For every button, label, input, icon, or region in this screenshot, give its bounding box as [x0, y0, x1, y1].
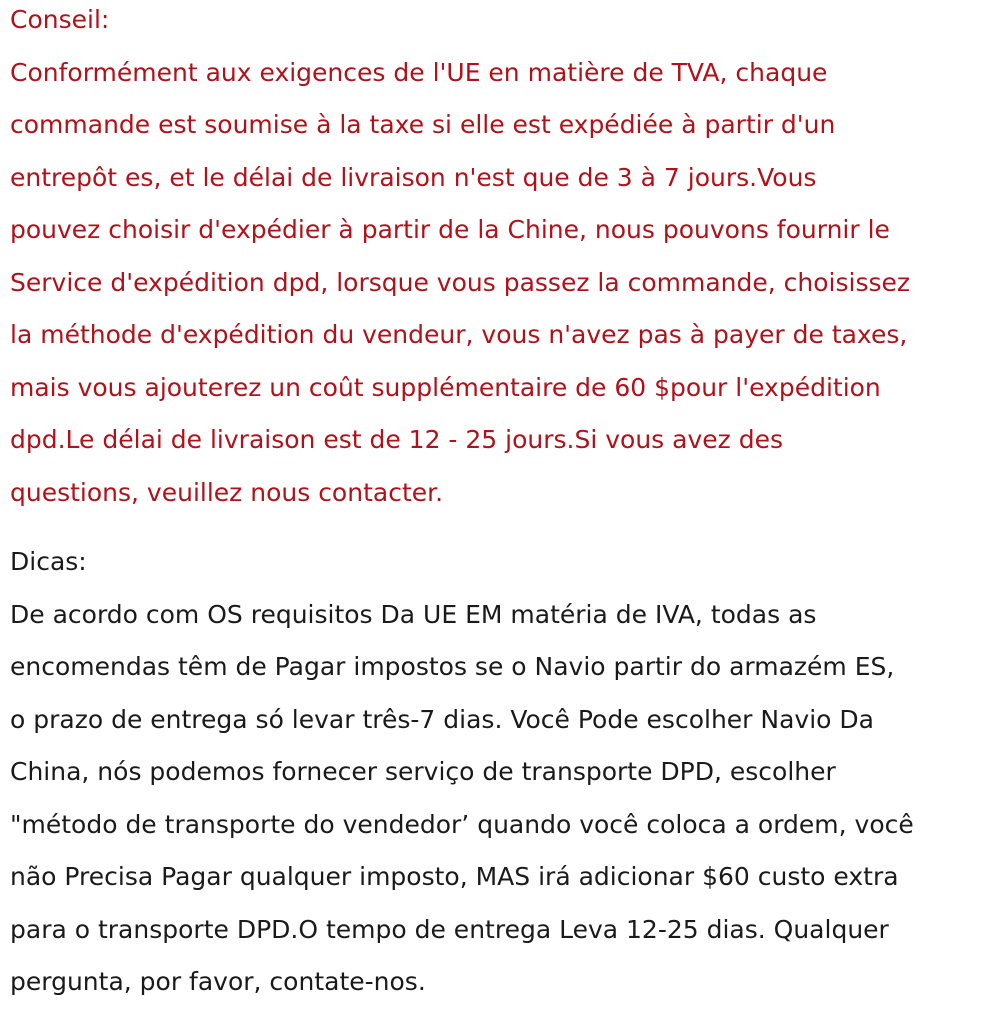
- french-notice-line: dpd.Le délai de livraison est de 12 - 25 jours.Si vous avez des: [10, 425, 783, 454]
- french-notice-line: Service d'expédition dpd, lorsque vous passez la commande, choisissez: [10, 267, 911, 297]
- french-notice-line: la méthode d'expédition du vendeur, vous n'avez pas à payer de taxes,: [10, 320, 908, 349]
- portuguese-notice-line: encomendas têm de Pagar impostos se o Navio partir do armazém ES,: [10, 652, 895, 681]
- french-notice-line: pouvez choisir d'expédier à partir de la Chine, nous pouvons fournir le: [10, 215, 890, 244]
- portuguese-notice-line: o prazo de entrega só levar três-7 dias. Você Pode escolher Navio Da: [10, 704, 874, 734]
- portuguese-notice-line: para o transporte DPD.O tempo de entrega Leva 12-25 dias. Qualquer: [10, 914, 889, 944]
- french-notice: [10, 0, 995, 519]
- portuguese-notice-line: pergunta, por favor, contate-nos.: [10, 967, 426, 996]
- french-notice-line: Conformément aux exigences de l'UE en matière de TVA, chaque: [10, 57, 828, 87]
- portuguese-notice-line: De acordo com OS requisitos Da UE EM matéria de IVA, todas as: [10, 599, 817, 629]
- french-notice-line: entrepôt es, et le délai de livraison n'est que de 3 à 7 jours.Vous: [10, 162, 817, 192]
- portuguese-notice-heading: Dicas:: [10, 547, 87, 576]
- portuguese-notice: [10, 536, 995, 1009]
- french-notice-line: mais vous ajouterez un coût supplémentaire de 60 $pour l'expédition: [10, 372, 881, 402]
- portuguese-notice-line: China, nós podemos fornecer serviço de transporte DPD, escolher: [10, 757, 836, 786]
- french-notice-line: commande est soumise à la taxe si elle est expédiée à partir d'un: [10, 110, 836, 139]
- french-notice-line: questions, veuillez nous contacter.: [10, 477, 444, 507]
- french-notice-heading: Conseil:: [10, 5, 110, 34]
- portuguese-notice-line: "método de transporte do vendedor’ quando você coloca a ordem, você: [10, 809, 914, 839]
- portuguese-notice-line: não Precisa Pagar qualquer imposto, MAS irá adicionar $60 custo extra: [10, 862, 899, 891]
